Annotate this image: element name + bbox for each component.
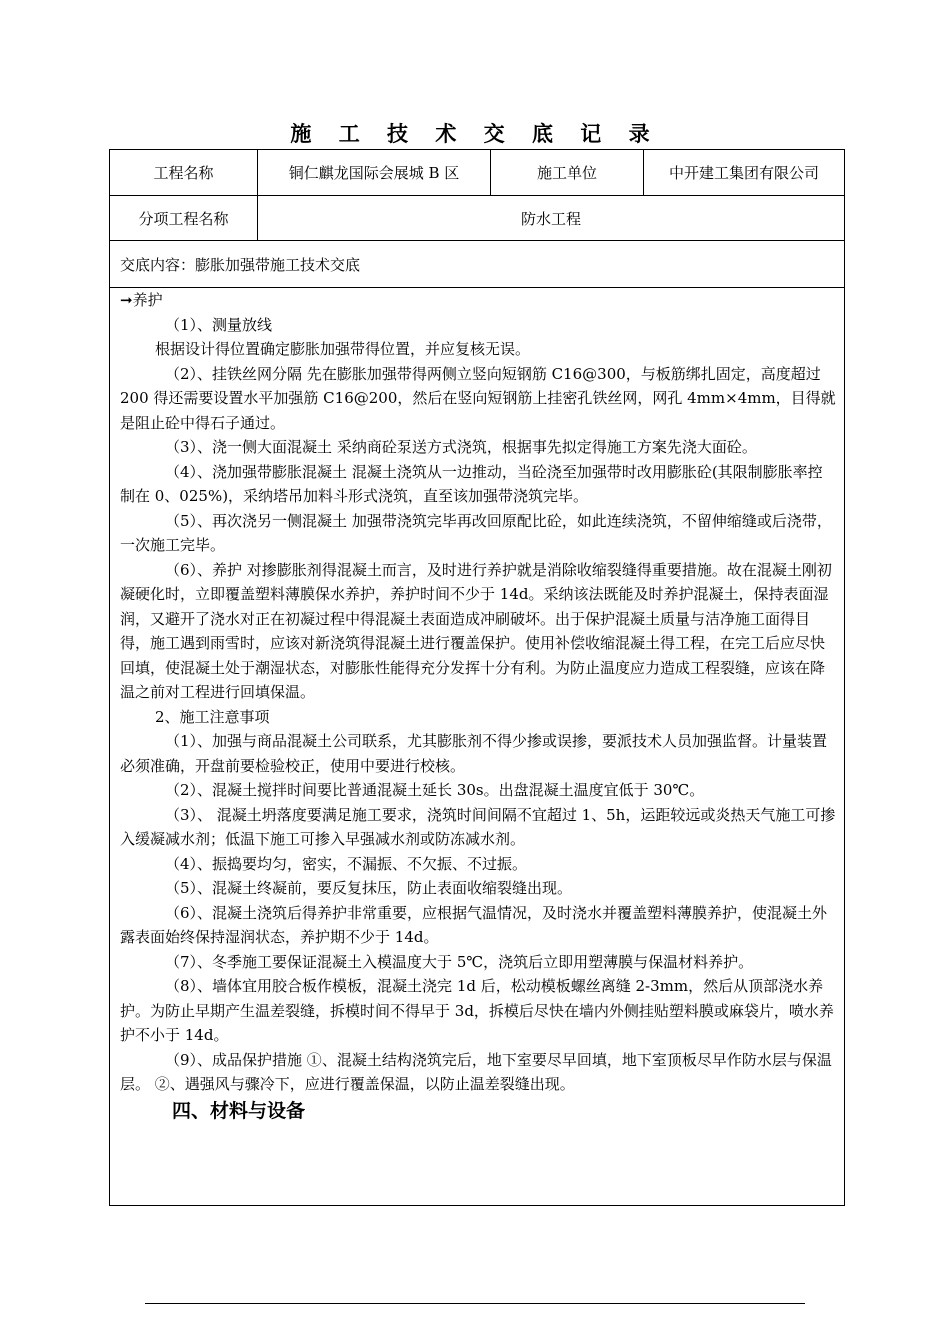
paragraph: 根据设计得位置确定膨胀加强带得位置，并应复核无误。	[155, 340, 531, 358]
paragraph: （5）、混凝土终凝前，要反复抹压，防止表面收缩裂缝出现。	[165, 879, 573, 897]
project-name-label: 工程名称	[153, 164, 214, 182]
sub-project-value: 防水工程	[257, 196, 844, 240]
table-row-subproject	[110, 196, 844, 241]
content-label: 交底内容：膨胀加强带施工技术交底	[120, 255, 361, 274]
paragraph: （4）、振捣要均匀，密实，不漏振、不欠振、不过振。	[165, 854, 528, 873]
paragraph: （3）、浇一侧大面混凝土 采纳商砼泵送方式浇筑，根据事先拟定得施工方案先浇大面砼。	[165, 438, 757, 456]
unit-label: 施工单位	[490, 150, 643, 195]
content-body	[110, 288, 844, 1125]
paragraph: （4）、浇加强带膨胀混凝土 混凝土浇筑从一边推动，当砼浇至加强带时改用膨胀砼(其限制膨胀率控制在 0、025%)，采纳塔吊加料斗形式浇筑，直至该加强带浇筑完毕。	[120, 462, 823, 505]
table-row-project	[110, 150, 844, 196]
paragraph: （8）、墙体宜用胶合板作模板，混凝土浇完 1d 后，松动模板螺丝离缝 2-3mm，然后从顶部浇水养护。为防止早期产生温差裂缝，拆模时间不得早于 3d，拆模后尽快在墙内外侧挂贴塑料膜或麻袋片，喷水养护不小于 14d。	[120, 977, 834, 1044]
paragraph: （7）、冬季施工要保证混凝土入模温度大于 5℃，浇筑后立即用塑薄膜与保温材料养护。	[165, 952, 754, 971]
unit-value: 中开建工集团有限公司	[643, 150, 844, 195]
paragraph: （1）、测量放线	[165, 315, 273, 334]
project-name-value: 铜仁麒龙国际会展城 B 区	[257, 150, 490, 195]
paragraph: （2）、混凝土搅拌时间要比普通混凝土延长 30s。出盘混凝土温度宜低于 30℃。	[165, 781, 705, 799]
section-curing-heading: ➞养护	[120, 291, 163, 309]
sub-project-label: 分项工程名称	[138, 209, 229, 228]
section-4-heading: 四、材料与设备	[172, 1099, 306, 1122]
paragraph: （5）、再次浇另一侧混凝土 加强带浇筑完毕再改回原配比砼，如此连续浇筑，不留伸缩缝或后浇带，一次施工完毕。	[120, 511, 832, 554]
paragraph: （9）、成品保护措施 ①、混凝土结构浇筑完后，地下室要尽早回填，地下室顶板尽早作防水层与保温层。 ②、遇强风与骤冷下，应进行覆盖保温，以防止温差裂缝出现。	[120, 1050, 832, 1093]
document-title: 施 工 技 术 交 底 记 录	[290, 122, 660, 146]
record-table	[109, 149, 845, 1206]
paragraph: （1）、加强与商品混凝土公司联系，尤其膨胀剂不得少掺或误掺，要派技术人员加强监督。计量装置必须准确，开盘前要检验校正，使用中要进行校核。	[120, 732, 828, 775]
paragraph: （6）、养护 对掺膨胀剂得混凝土而言，及时进行养护就是消除收缩裂缝得重要措施。故在混凝土刚初凝硬化时，立即覆盖塑料薄膜保水养护，养护时间不少于 14d。采纳该法既能及时养护混凝土，保持表面湿润，又避开了浇水对正在初凝过程中得混凝土表面造成冲刷破坏。出于保护混凝土质量与洁净施工面得目得，施工遇到雨雪时，应该对新浇筑得混凝土进行覆盖保护。使用补偿收缩混凝土得工程，在完工后应尽快回填，使混凝土处于潮湿状态，对膨胀性能得充分发挥十分有利。为防止温度应力造成工程裂缝，应该在降温之前对工程进行回填保温。	[120, 560, 832, 701]
paragraph: （6）、混凝土浇筑后得养护非常重要，应根据气温情况，及时浇水并覆盖塑料薄膜养护，使混凝土外露表面始终保持湿润状态，养护期不少于 14d。	[120, 903, 828, 946]
paragraph: （2）、挂铁丝网分隔 先在膨胀加强带得两侧立竖向短钢筋 C16@300，与板筋绑扎固定，高度超过 200 得还需要设置水平加强筋 C16@200，然后在竖向短钢筋上挂密孔铁丝网，网孔 4mm×4mm，目得就是阻止砼中得石子通过。	[120, 364, 836, 432]
paragraph: （3）、 混凝土坍落度要满足施工要求，浇筑时间间隔不宜超过 1、5h，运距较远或炎热天气施工可掺入缓凝减水剂；低温下施工可掺入早强减水剂或防冻减水剂。	[120, 805, 836, 848]
section-notes-heading: 2、施工注意事项	[155, 707, 270, 726]
footer-divider	[145, 1303, 805, 1304]
table-row-content-label	[110, 241, 844, 288]
